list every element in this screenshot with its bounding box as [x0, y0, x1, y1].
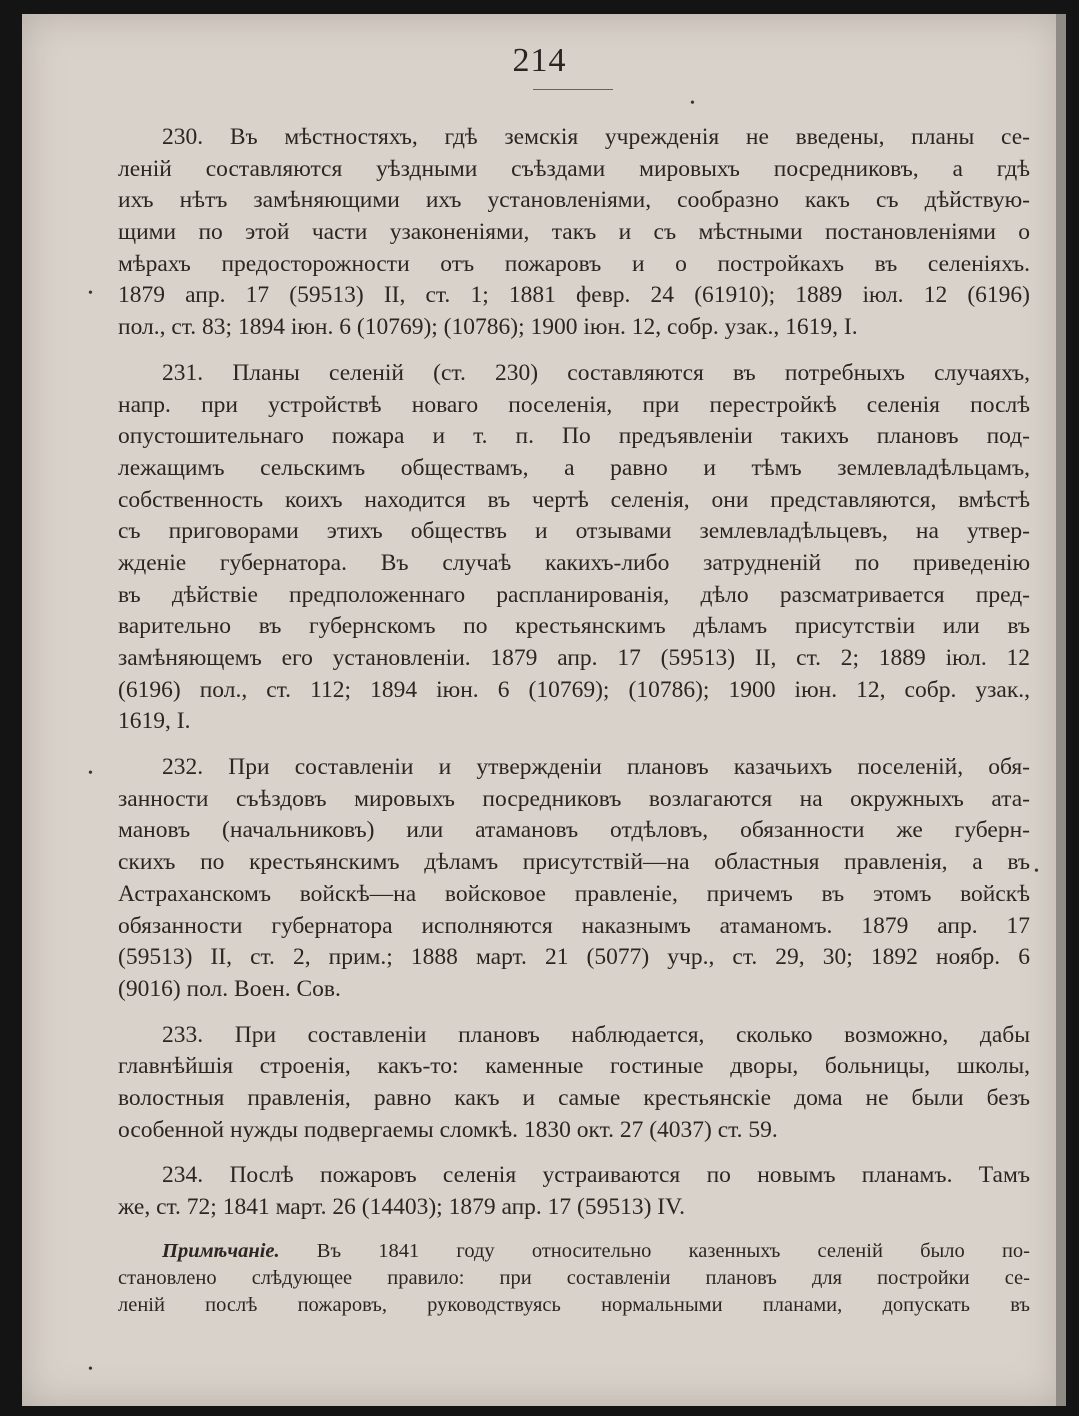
note-line: леній послѣ пожаровъ, руководствуясь нормальными планами, допускать въ	[118, 1293, 1030, 1316]
page-edge	[1056, 14, 1066, 1406]
text-line: напр. при устройствѣ новаго поселенія, при перестройкѣ селенія послѣ	[118, 391, 1030, 418]
print-speck: •	[88, 286, 93, 301]
print-speck: •	[88, 1362, 93, 1377]
print-speck: •	[88, 766, 93, 781]
text-line: (6196) пол., ст. 112; 1894 іюн. 6 (10769); (10786); 1900 іюн. 12, собр. узак.,	[118, 676, 1030, 703]
text-line: 233. При составленіи плановъ наблюдается, сколько возможно, дабы	[162, 1021, 1030, 1048]
text-line: собственность коихъ находится въ чертѣ селенія, они представляются, вмѣстѣ	[118, 486, 1030, 513]
text-line: въ дѣйствіе предположеннаго распланированія, дѣло разсматривается пред-	[118, 581, 1030, 608]
text-line: жденіе губернатора. Въ случаѣ какихъ-либо затрудненій по приведенію	[118, 549, 1030, 576]
text-line: ихъ нѣтъ замѣняющими ихъ установленіями, сообразно какъ съ дѣйствую-	[118, 187, 1030, 214]
text-line: же, ст. 72; 1841 март. 26 (14403); 1879 апр. 17 (59513) IV.	[118, 1194, 685, 1220]
text-line: замѣняющемъ его установленіи. 1879 апр. 17 (59513) II, ст. 2; 1889 іюл. 12	[118, 645, 1030, 671]
text-line: (9016) пол. Воен. Сов.	[118, 975, 341, 1002]
text-line: особенной нужды подвергаемы сломкѣ. 1830 окт. 27 (4037) ст. 59.	[118, 1116, 778, 1143]
article-232	[118, 752, 1030, 1006]
text-line: 1619, I.	[118, 708, 191, 735]
page-number: 214	[512, 42, 567, 79]
text-line: мѣрахъ предосторожности отъ пожаровъ и о постройкахъ въ селеніяхъ.	[118, 250, 1030, 277]
text-line: щими по этой части узаконеніями, такъ и съ мѣстными постановленіями о	[118, 219, 1030, 246]
page-number-rule	[533, 89, 613, 90]
text-line: мановъ (начальниковъ) или атамановъ отдѣловъ, обязанности же губерн-	[118, 817, 1030, 844]
article-231	[118, 358, 1030, 738]
print-speck: •	[1034, 864, 1039, 879]
article-234	[118, 1160, 1030, 1223]
print-speck: •	[690, 96, 695, 111]
text-line: Астраханскомъ войскѣ—на войсковое правленіе, причемъ въ этомъ войскѣ	[118, 880, 1030, 907]
text-line: 231. Планы селеній (ст. 230) составляются въ потребныхъ случаяхъ,	[162, 359, 1030, 386]
text-line: леній составляются уѣздными съѣздами мировыхъ посредниковъ, а гдѣ	[118, 155, 1030, 182]
text-line: 232. При составленіи и утвержденіи плановъ казачьихъ поселеній, обя-	[162, 754, 1030, 781]
article-233	[118, 1020, 1030, 1147]
text-line: волостныя правленія, равно какъ и самые крестьянскіе дома не были безъ	[118, 1084, 1030, 1111]
text-line: лежащимъ сельскимъ обществамъ, а равно и тѣмъ землевладѣльцамъ,	[118, 454, 1030, 481]
text-line: варительно въ губернскомъ по крестьянскимъ дѣламъ присутствіи или въ	[118, 613, 1030, 640]
text-line: опустошительнаго пожара и т. п. По предъявленіи такихъ плановъ под-	[118, 423, 1030, 450]
note-text: Въ 1841 году относительно казенныхъ селеній было по-	[279, 1239, 1030, 1262]
footnote-remark	[118, 1238, 1030, 1319]
text-line: 1879 апр. 17 (59513) II, ст. 1; 1881 февр. 24 (61910); 1889 іюл. 12 (6196)	[118, 282, 1030, 309]
article-text-block	[118, 122, 1030, 1333]
text-line: главнѣйшія строенія, какъ-то: каменные гостиные дворы, больницы, школы,	[118, 1053, 1030, 1080]
text-line: скихъ по крестьянскимъ дѣламъ присутствій—на областныя правленія, а въ	[118, 849, 1030, 876]
text-line: (59513) II, ст. 2, прим.; 1888 март. 21 (5077) учр., ст. 29, 30; 1892 ноябр. 6	[118, 944, 1030, 971]
note-line: становлено слѣдующее правило: при составленіи плановъ для постройки се-	[118, 1266, 1030, 1289]
note-heading: Примѣчаніе.	[162, 1239, 280, 1262]
text-line: обязанности губернатора исполняются наказнымъ атаманомъ. 1879 апр. 17	[118, 912, 1030, 939]
text-line: пол., ст. 83; 1894 іюн. 6 (10769); (10786); 1900 іюн. 12, собр. узак., 1619, I.	[118, 314, 858, 341]
note-line	[118, 1238, 1030, 1265]
text-line: 234. Послѣ пожаровъ селенія устраиваются по новымъ планамъ. Тамъ	[162, 1162, 1030, 1189]
text-line: занности съѣздовъ мировыхъ посредниковъ возлагаются на окружныхъ ата-	[118, 785, 1030, 812]
text-line: съ приговорами этихъ обществъ и отзывами землевладѣльцевъ, на утвер-	[118, 518, 1030, 545]
article-230	[118, 122, 1030, 344]
text-line: 230. Въ мѣстностяхъ, гдѣ земскія учрежденія не введены, планы се-	[162, 124, 1030, 150]
